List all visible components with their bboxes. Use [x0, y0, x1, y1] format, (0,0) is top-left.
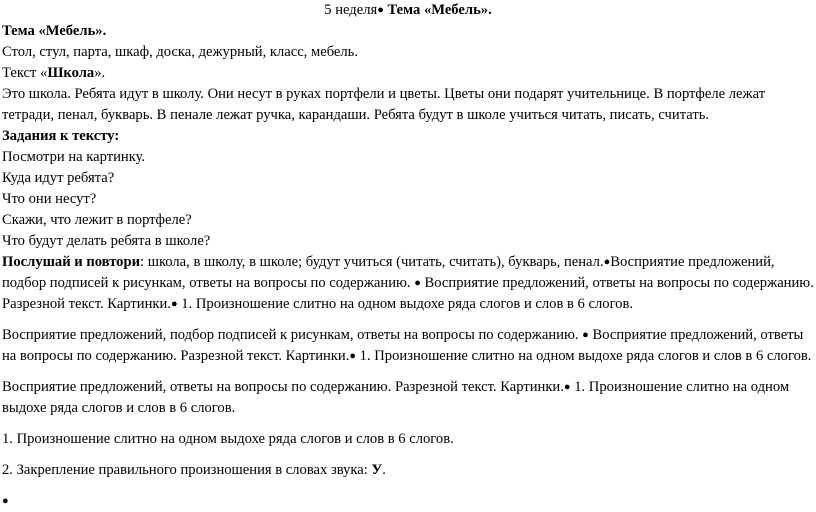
vocabulary-words: Стол, стул, парта, шкаф, доска, дежурный, класс, мебель. — [2, 44, 358, 60]
sound-letter: У — [371, 462, 383, 478]
question-item: Что будут делать ребята в школе? — [2, 233, 211, 249]
bullet-icon: ● — [414, 277, 421, 289]
header-topic: Тема «Мебель». — [383, 2, 492, 18]
bullet-icon: ● — [563, 381, 571, 393]
question-item: Куда идут ребята? — [2, 170, 115, 186]
paragraph-5: 2. Закрепление правильного произношения в словах звука: У. — [2, 462, 386, 478]
bullet-icon: ● — [170, 298, 178, 310]
listen-repeat-paragraph: Послушай и повтори: школа, в школу, в школе; будут учиться (читать, считать), букварь, пенал.●Восприятие предложений, подбор подписей к рисункам, ответы на вопросы по содержанию. ● Восприятие предложений, ответы на вопросы по содержанию. Разрезной текст. Картинки.● 1. Произношение слитно на одном выдохе ряда слогов и слов в 6 слогов. — [2, 252, 814, 315]
question-item: Посмотри на картинку. — [2, 149, 146, 165]
bullet-icon: ● — [2, 495, 9, 507]
bullet-icon: ● — [603, 256, 611, 268]
tasks-heading: Задания к тексту: — [2, 128, 120, 144]
text-title: Текст «Школа». — [2, 65, 106, 81]
week-label: 5 неделя — [324, 2, 378, 18]
paragraph-2: Восприятие предложений, подбор подписей к рисункам, ответы на вопросы по содержанию. ● Восприятие предложений, ответы на вопросы по содержанию. Разрезной текст. Картинки.● 1. Произношение слитно на одном выдохе ряда слогов и слов в 6 слогов. — [2, 325, 814, 367]
bullet-icon: ● — [377, 4, 384, 16]
listen-label: Послушай и повтори — [2, 254, 140, 270]
paragraph-3: Восприятие предложений, ответы на вопросы по содержанию. Разрезной текст. Картинки.● 1. Произношение слитно на одном выдохе ряда слогов и слов в 6 слогов. — [2, 379, 790, 416]
question-item: Что они несут? — [2, 191, 97, 207]
story-text: Это школа. Ребята идут в школу. Они несут в руках портфели и цветы. Цветы они подарят учительнице. В портфеле лежат тетради, пенал, букварь. В пенале лежат ручка, карандаши. Ребята будут в школе учиться читать, писать, считать. — [2, 86, 766, 123]
paragraph-4: 1. Произношение слитно на одном выдохе ряда слогов и слов в 6 слогов. — [2, 431, 454, 447]
bullet-icon: ● — [349, 350, 357, 362]
question-item: Скажи, что лежит в портфеле? — [2, 212, 192, 228]
page-header — [2, 0, 814, 21]
bullet-icon: ● — [582, 329, 589, 341]
topic-heading: Тема «Мебель». — [2, 23, 107, 39]
